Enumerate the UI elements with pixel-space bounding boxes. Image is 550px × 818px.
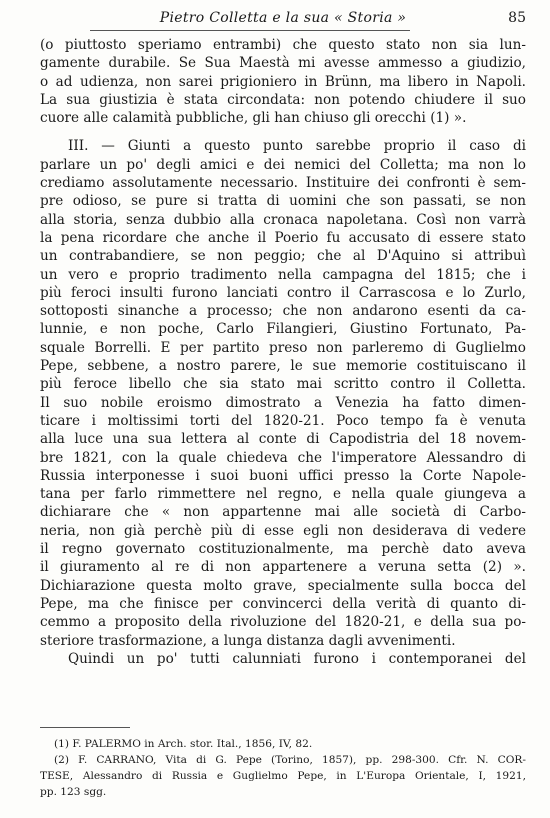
text-line: (o piuttosto speriamo entrambi) che questo stato non sia lun- — [40, 37, 526, 53]
text-line: III. — Giunti a questo punto sarebbe proprio il caso di — [68, 138, 526, 155]
text-line: Quindi un po' tutti calunniati furono i contemporanei del — [68, 650, 526, 667]
footnote: pp. 123 sgg. — [40, 786, 107, 798]
footnotes — [40, 736, 526, 800]
text-line: un vero e proprio tradimento nella campagna del 1815; che i — [40, 266, 526, 283]
text-line: dichiarare che « non appartenne mai alle società di Carbo- — [40, 504, 526, 521]
footnote: TESE, Alessandro di Russia e Guglielmo Pepe, in L'Europa Orientale, I, 1921, — [40, 770, 526, 782]
text-line: cuore alle calamità pubbliche, gli han chiuso gli orecchi (1) ». — [40, 110, 467, 127]
header-rule — [90, 30, 410, 31]
text-line: steriore trasformazione, a lunga distanza dagli avvenimenti. — [40, 632, 456, 649]
footnote: (2) F. CARRANO, Vita di G. Pepe (Torino, 1857), pp. 298-300. Cfr. N. COR- — [54, 754, 526, 766]
text-line: alla storia, senza dubbio alla cronaca napoletana. Così non varrà — [40, 211, 526, 228]
text-line: Pepe, ma che finisce per convincerci della verità di quanto di- — [40, 595, 526, 612]
text-line: più feroci insulti furono lanciati contro il Carrascosa e lo Zurlo, — [40, 284, 526, 301]
text-line: crediamo assolutamente necessario. Instituire dei confronti è sem- — [40, 175, 526, 192]
text-line: La sua giustizia è stata circondata: non potendo chiudere il suo — [40, 91, 526, 108]
paragraph-2 — [40, 137, 526, 668]
text-line: neria, non già perchè più di esse egli non desiderava di vedere — [40, 522, 526, 539]
text-line: bre 1821, con la quale chiedeva che l'imperatore Alessandro di — [40, 449, 526, 466]
text-line: o ad udienza, non sarei prigioniero in Brünn, ma libero in Napoli. — [40, 73, 526, 90]
text-line: più feroce libello che sia stato mai scritto contro il Colletta. — [40, 376, 526, 393]
page-number: 85 — [508, 10, 526, 26]
text-line: ticare i moltissimi torti del 1820-21. Poco tempo fa è venuta — [40, 412, 526, 429]
text-line: parlare un po' degli amici e dei nemici del Colletta; ma non lo — [40, 156, 526, 173]
text-line: il regno governato costituzionalmente, ma perchè dato aveva — [40, 541, 526, 558]
text-line: cemmo a proposito della rivoluzione del 1820-21, e della sua po- — [40, 614, 526, 631]
text-line: pre odioso, se pure si tratta di uomini che son passati, se non — [40, 193, 526, 210]
text-line: tana per farlo rimmettere nel regno, e nella quale giungeva a — [40, 486, 526, 503]
text-line: Dichiarazione questa molto grave, specialmente sulla bocca del — [40, 577, 526, 594]
header-title: Pietro Colletta e la sua « Storia » — [159, 10, 407, 26]
text-line: il giuramento al re di non appartenere a veruna setta (2) ». — [40, 559, 526, 576]
text-line: sottoposti sinanche a processo; che non andarono esenti da ca- — [40, 303, 526, 320]
footnote-rule — [40, 727, 130, 728]
text-line: lunnie, e non poche, Carlo Filangieri, Giustino Fortunato, Pa- — [40, 321, 526, 338]
text-line: alla luce una sua lettera al conte di Capodistria del 18 novem- — [40, 431, 526, 448]
text-line: Russia interponesse i suoi buoni uffici presso la Corte Napole- — [40, 467, 526, 484]
text-line: Il suo nobile eroismo dimostrato a Venezia ha fatto dimen- — [40, 394, 526, 411]
page-body — [40, 36, 526, 668]
paragraph-1 — [40, 36, 526, 127]
text-line: gamente durabile. Se Sua Maestà mi avesse ammesso a giudizio, — [40, 55, 526, 72]
running-header — [40, 10, 526, 30]
text-line: Pepe, sebbene, a nostro parere, le sue memorie costituiscano il — [40, 358, 526, 375]
footnote: (1) F. PALERMO in Arch. stor. Ital., 1856, IV, 82. — [54, 738, 313, 750]
text-line: squale Borrelli. E per partito preso non parleremo di Guglielmo — [40, 339, 526, 356]
text-line: la pena ricordare che anche il Poerio fu accusato di essere stato — [40, 229, 526, 246]
text-line: un contrabandiere, se non peggio; che al D'Aquino si attribuì — [40, 248, 526, 265]
